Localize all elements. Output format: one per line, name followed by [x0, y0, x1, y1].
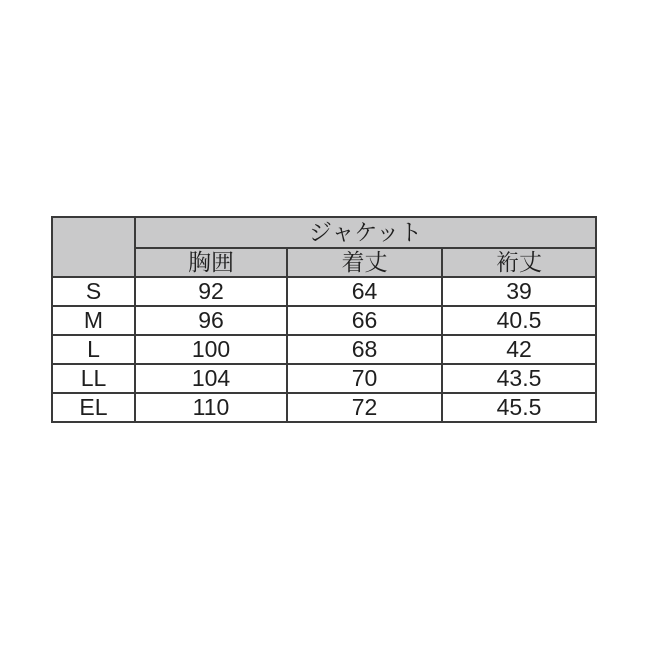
table-row-l	[52, 335, 596, 364]
table-row-s	[52, 277, 596, 306]
table-row-m	[52, 306, 596, 335]
cell-el-bust: 110	[135, 393, 287, 422]
row-header-size-l: L	[52, 335, 135, 364]
table-row-el	[52, 393, 596, 422]
cell-m-sleeve-length: 40.5	[442, 306, 596, 335]
cell-ll-body-length: 70	[287, 364, 442, 393]
cell-el-body-length: 72	[287, 393, 442, 422]
cell-ll-sleeve-length: 43.5	[442, 364, 596, 393]
row-header-size-el: EL	[52, 393, 135, 422]
row-header-size-s: S	[52, 277, 135, 306]
cell-l-body-length: 68	[287, 335, 442, 364]
cell-s-body-length: 64	[287, 277, 442, 306]
group-header-row	[52, 217, 596, 248]
group-header-jacket: ジャケット	[135, 217, 596, 248]
size-table	[51, 216, 597, 423]
cell-s-bust: 92	[135, 277, 287, 306]
column-header-sleeve-length: 裄丈	[442, 248, 596, 277]
cell-l-bust: 100	[135, 335, 287, 364]
table-row-ll	[52, 364, 596, 393]
column-header-body-length: 着丈	[287, 248, 442, 277]
cell-el-sleeve-length: 45.5	[442, 393, 596, 422]
row-header-size-m: M	[52, 306, 135, 335]
corner-cell	[52, 217, 135, 277]
cell-s-sleeve-length: 39	[442, 277, 596, 306]
cell-m-body-length: 66	[287, 306, 442, 335]
column-header-bust: 胸囲	[135, 248, 287, 277]
row-header-size-ll: LL	[52, 364, 135, 393]
cell-ll-bust: 104	[135, 364, 287, 393]
cell-l-sleeve-length: 42	[442, 335, 596, 364]
cell-m-bust: 96	[135, 306, 287, 335]
